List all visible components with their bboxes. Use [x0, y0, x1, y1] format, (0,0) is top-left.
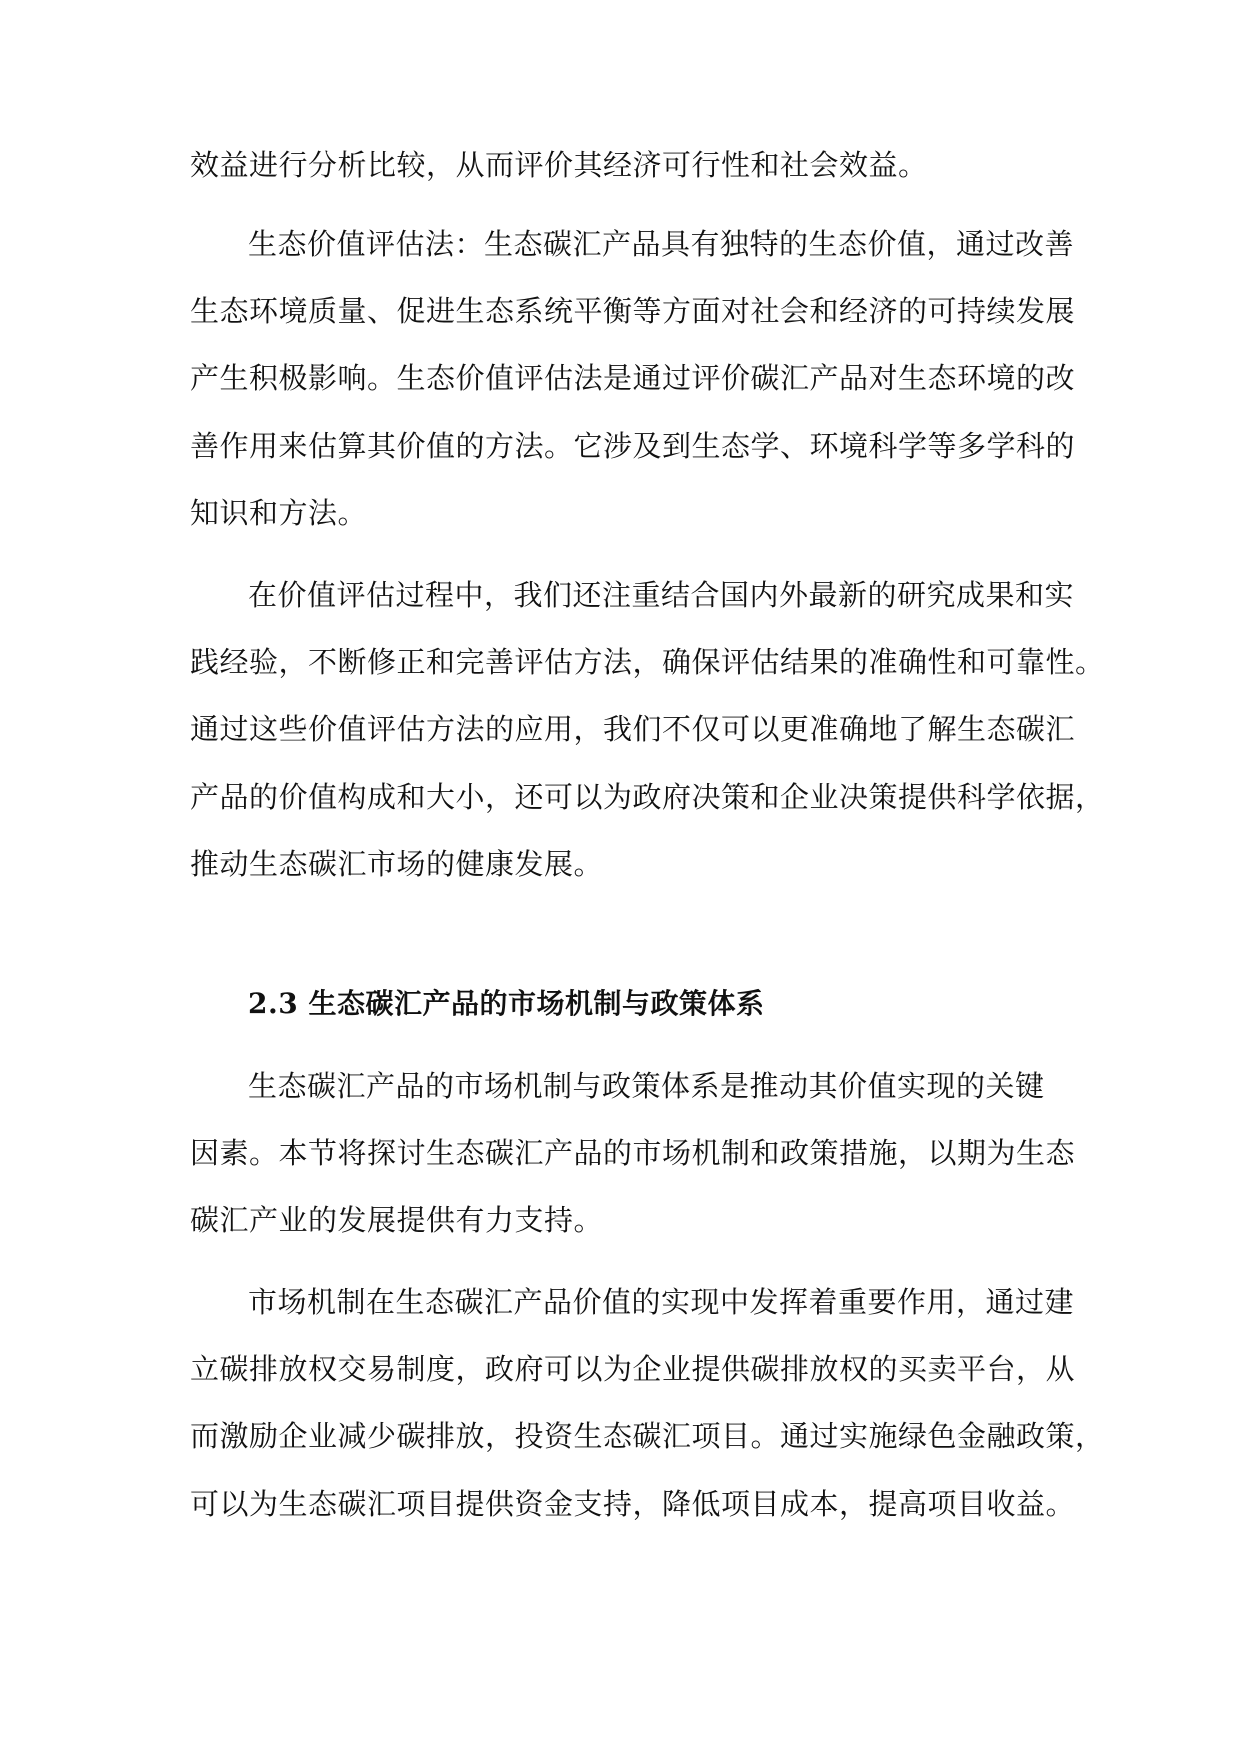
paragraph-line: 在价值评估过程中，我们还注重结合国内外最新的研究成果和实 — [248, 578, 1075, 612]
paragraph-line: 践经验，不断修正和完善评估方法，确保评估结果的准确性和可靠性。 — [190, 645, 1105, 679]
paragraph-line: 推动生态碳汇市场的健康发展。 — [190, 847, 604, 881]
paragraph-line: 生态碳汇产品的市场机制与政策体系是推动其价值实现的关键 — [248, 1069, 1045, 1103]
section-heading-text: 2.3 生态碳汇产品的市场机制与政策体系 — [248, 987, 765, 1020]
paragraph-line: 产品的价值构成和大小，还可以为政府决策和企业决策提供科学依据， — [190, 780, 1105, 814]
paragraph-line: 效益进行分析比较，从而评价其经济可行性和社会效益。 — [190, 148, 928, 182]
paragraph-line: 善作用来估算其价值的方法。它涉及到生态学、环境科学等多学科的 — [190, 429, 1076, 463]
paragraph-line: 产生积极影响。生态价值评估法是通过评价碳汇产品对生态环境的改 — [190, 361, 1076, 395]
paragraph-line: 知识和方法。 — [190, 496, 368, 530]
paragraph-line: 立碳排放权交易制度，政府可以为企业提供碳排放权的买卖平台，从 — [190, 1352, 1076, 1386]
paragraph-line: 生态价值评估法：生态碳汇产品具有独特的生态价值，通过改善 — [248, 227, 1075, 261]
paragraph-line: 生态环境质量、促进生态系统平衡等方面对社会和经济的可持续发展 — [190, 294, 1076, 328]
paragraph-line: 市场机制在生态碳汇产品价值的实现中发挥着重要作用，通过建 — [248, 1285, 1075, 1319]
paragraph-line: 可以为生态碳汇项目提供资金支持，降低项目成本，提高项目收益。 — [190, 1487, 1076, 1521]
paragraph-line: 而激励企业减少碳排放，投资生态碳汇项目。通过实施绿色金融政策， — [190, 1419, 1105, 1453]
paragraph-line: 通过这些价值评估方法的应用，我们不仅可以更准确地了解生态碳汇 — [190, 712, 1076, 746]
paragraph-line: 碳汇产业的发展提供有力支持。 — [190, 1203, 604, 1237]
paragraph-line: 因素。本节将探讨生态碳汇产品的市场机制和政策措施，以期为生态 — [190, 1136, 1076, 1170]
